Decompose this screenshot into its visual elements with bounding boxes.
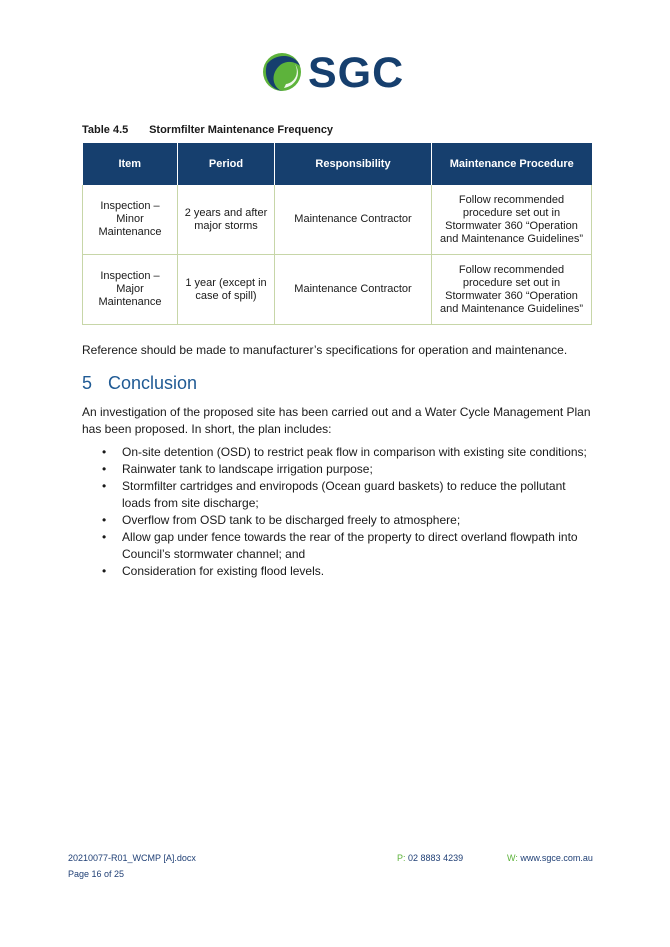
web-address[interactable]: www.sgce.com.au <box>520 853 593 863</box>
sgc-logo <box>262 50 412 94</box>
bullet-icon: • <box>102 564 107 578</box>
bullet-icon: • <box>102 479 107 493</box>
list-item <box>82 444 592 461</box>
web-label: W: <box>507 853 518 863</box>
maintenance-table <box>82 143 592 325</box>
section-number: 5 <box>82 373 93 393</box>
column-header: Item <box>83 143 178 185</box>
column-header: Responsibility <box>275 143 432 185</box>
phone-label: P: <box>397 853 406 863</box>
table-number: Table 4.5 <box>82 124 129 136</box>
list-item <box>82 478 592 512</box>
list-item-text: Stormfilter cartridges and enviropods (Ocean guard baskets) to reduce the pollutant loads from site discharge; <box>122 479 566 510</box>
table-header-row <box>83 143 592 185</box>
list-item-text: Rainwater tank to landscape irrigation purpose; <box>122 462 373 476</box>
bullet-icon: • <box>102 445 107 459</box>
table-caption <box>82 124 333 136</box>
table-cell: 2 years and after major storms <box>178 185 275 255</box>
list-item-text: Consideration for existing flood levels. <box>122 564 325 578</box>
bullet-icon: • <box>102 462 107 476</box>
footer-web <box>507 853 593 863</box>
conclusion-list <box>82 444 592 580</box>
table-cell: Inspection – Minor Maintenance <box>83 185 178 255</box>
footer-page-number: Page 16 of 25 <box>68 869 125 879</box>
table-cell: Maintenance Contractor <box>275 185 432 255</box>
list-item <box>82 461 592 478</box>
table-cell: Maintenance Contractor <box>275 255 432 325</box>
table-cell: Inspection – Major Maintenance <box>83 255 178 325</box>
list-item-text: Allow gap under fence towards the rear of the property to direct overland flowpath into Council’s stormwater channel; and <box>122 530 578 561</box>
footer-doc-name: 20210077-R01_WCMP [A].docx <box>68 853 196 863</box>
logo-text: SGC <box>308 50 405 94</box>
table-cell: 1 year (except in case of spill) <box>178 255 275 325</box>
footer-phone <box>397 853 463 863</box>
table-cell: Follow recommended procedure set out in Stormwater 360 “Operation and Maintenance Guidelines” <box>432 185 592 255</box>
section-heading <box>82 373 197 394</box>
bullet-icon: • <box>102 513 107 527</box>
table-row <box>83 255 592 325</box>
column-header: Period <box>178 143 275 185</box>
list-item <box>82 512 592 529</box>
table-title: Stormfilter Maintenance Frequency <box>149 124 334 136</box>
list-item <box>82 563 592 580</box>
phone-number: 02 8883 4239 <box>408 853 464 863</box>
column-header: Maintenance Procedure <box>432 143 592 185</box>
table-row <box>83 185 592 255</box>
reference-note: Reference should be made to manufacturer’s specifications for operation and maintenance. <box>82 343 568 357</box>
intro-paragraph: An investigation of the proposed site has been carried out and a Water Cycle Management Plan has been proposed. In short, the plan includes: <box>82 405 591 436</box>
list-item-text: Overflow from OSD tank to be discharged freely to atmosphere; <box>122 513 461 527</box>
list-item-text: On-site detention (OSD) to restrict peak flow in comparison with existing site conditions; <box>122 445 587 459</box>
section-title: Conclusion <box>108 373 198 393</box>
list-item <box>82 529 592 563</box>
bullet-icon: • <box>102 530 107 544</box>
table-cell: Follow recommended procedure set out in Stormwater 360 “Operation and Maintenance Guidelines” <box>432 255 592 325</box>
